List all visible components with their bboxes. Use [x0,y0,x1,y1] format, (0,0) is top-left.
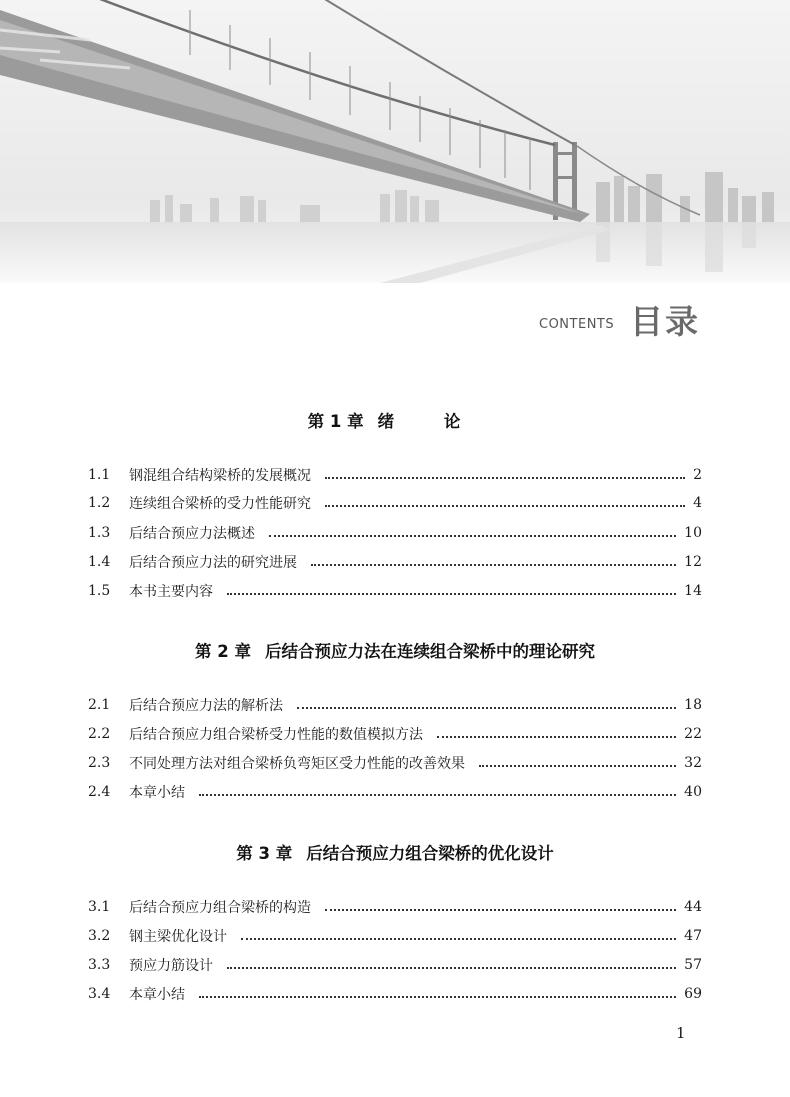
section-title: 后结合预应力组合梁桥的构造 [129,900,311,916]
section-page: 32 [684,755,702,771]
dot-leader [269,533,676,537]
section-page: 69 [684,986,702,1002]
dot-leader [199,792,676,796]
toc-entry[interactable] [88,694,702,716]
section-number: 3.2 [88,928,111,944]
section-page: 18 [684,697,702,713]
section-number: 2.4 [88,784,111,800]
section-number: 1.2 [88,495,111,511]
section-number: 1.1 [88,467,111,483]
dot-leader [479,763,676,767]
chapter-number: 第 1 章 [307,412,364,431]
dot-leader [325,475,685,479]
dot-leader [311,562,676,566]
bridge-banner-image [0,0,790,283]
toc-entry[interactable] [88,522,702,544]
section-number: 3.1 [88,899,111,915]
section-title: 本章小结 [129,987,185,1003]
section-number: 1.4 [88,554,111,570]
dot-leader [199,994,676,998]
dot-leader [325,503,685,507]
section-page: 10 [684,525,702,541]
section-title: 预应力筋设计 [129,958,213,974]
section-page: 2 [693,467,702,483]
toc-entry[interactable] [88,464,702,486]
toc-entry[interactable] [88,752,702,774]
toc-entry[interactable] [88,492,702,514]
chapter-title: 后结合预应力组合梁桥的优化设计 [306,844,554,863]
section-page: 14 [684,583,702,599]
dot-leader [227,591,676,595]
chapter-number: 第 3 章 [236,844,293,863]
section-number: 1.5 [88,583,111,599]
page-number: 1 [676,1024,686,1042]
section-page: 47 [684,928,702,944]
chapter-number: 第 2 章 [195,642,251,661]
section-page: 4 [693,495,702,511]
section-number: 2.3 [88,755,111,771]
page-title: 目录 [630,302,700,341]
section-title: 后结合预应力法的解析法 [129,698,283,714]
dot-leader [325,907,676,911]
section-title: 连续组合梁桥的受力性能研究 [129,496,311,512]
section-title: 本章小结 [129,785,185,801]
toc-entry[interactable] [88,983,702,1005]
section-number: 3.3 [88,957,111,973]
chapter-title: 后结合预应力法在连续组合梁桥中的理论研究 [264,642,595,661]
dot-leader [241,936,676,940]
chapter-title: 绪 论 [377,412,483,431]
toc-entry[interactable] [88,580,702,602]
section-title: 后结合预应力法概述 [129,526,255,542]
chapter-heading-3[interactable] [0,840,790,864]
section-title: 本书主要内容 [129,584,213,600]
contents-label: CONTENTS [539,317,615,332]
toc-entry[interactable] [88,551,702,573]
dot-leader [437,734,676,738]
section-page: 12 [684,554,702,570]
section-page: 57 [684,957,702,973]
chapter-heading-1[interactable] [0,408,790,432]
section-title: 不同处理方法对组合梁桥负弯矩区受力性能的改善效果 [129,756,465,772]
toc-entry[interactable] [88,723,702,745]
section-title: 后结合预应力组合梁桥受力性能的数值模拟方法 [129,727,423,743]
section-title: 后结合预应力法的研究进展 [129,555,297,571]
section-title: 钢混组合结构梁桥的发展概况 [129,468,311,484]
toc-entry[interactable] [88,781,702,803]
toc-entry[interactable] [88,954,702,976]
section-number: 3.4 [88,986,111,1002]
section-page: 40 [684,784,702,800]
dot-leader [297,705,676,709]
section-number: 2.1 [88,697,111,713]
section-number: 2.2 [88,726,111,742]
chapter-heading-2[interactable] [0,638,790,662]
dot-leader [227,965,676,969]
section-title: 钢主梁优化设计 [129,929,227,945]
section-page: 44 [684,899,702,915]
section-page: 22 [684,726,702,742]
section-number: 1.3 [88,525,111,541]
toc-entry[interactable] [88,896,702,918]
toc-entry[interactable] [88,925,702,947]
